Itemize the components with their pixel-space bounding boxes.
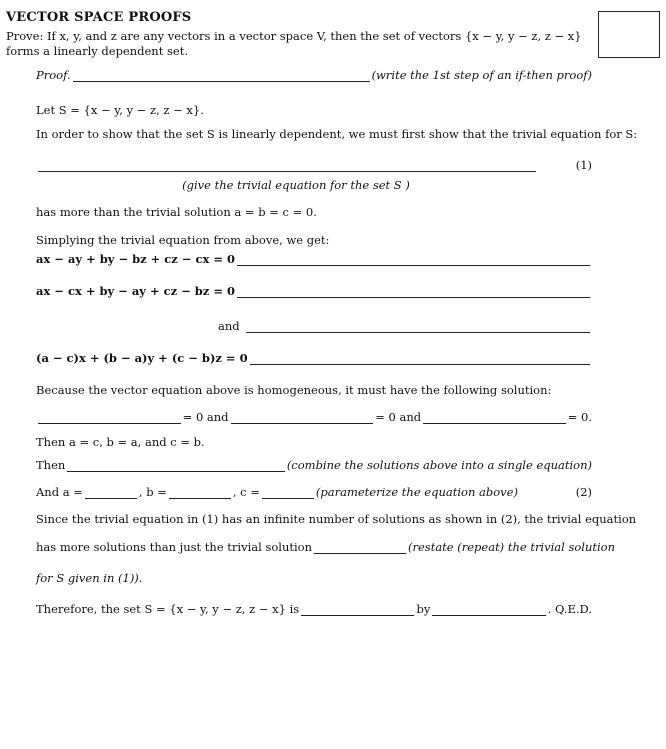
conclusion-blank-1[interactable] bbox=[301, 603, 414, 616]
b-label: , b = bbox=[138, 485, 167, 499]
let-line: Let S = {x − y, y − z, z − x}. bbox=[36, 103, 204, 117]
then-values-line: Then a = c, b = a, and c = b. bbox=[36, 435, 205, 449]
page-title: VECTOR SPACE PROOFS bbox=[6, 10, 192, 25]
therefore-text: Therefore, the set S = {x − y, y − z, z − x} is bbox=[36, 602, 300, 616]
score-box bbox=[598, 11, 660, 58]
conclusion-blank-2[interactable] bbox=[432, 603, 545, 616]
trivial-hint: (give the trivial equation for the set S ) bbox=[182, 178, 410, 192]
c-label: , c = bbox=[232, 485, 260, 499]
expansion-2: ax − cx + by − ay + cz − bz = 0 bbox=[36, 284, 235, 298]
solution-row bbox=[36, 410, 592, 424]
proof-first-step-blank[interactable] bbox=[73, 69, 370, 82]
equation2-number: (2) bbox=[575, 485, 592, 499]
solution-eq-1: = 0 and bbox=[182, 410, 229, 424]
then-word: Then bbox=[36, 458, 66, 472]
restate-blank[interactable] bbox=[314, 541, 406, 554]
has-more-solutions: has more solutions than just the trivial solution bbox=[36, 540, 312, 554]
solution-blank-1[interactable] bbox=[38, 411, 181, 424]
has-more-line: has more than the trivial solution a = b = c = 0. bbox=[36, 205, 317, 219]
conclusion-row bbox=[36, 602, 592, 616]
problem-statement: Prove: If x, y, and z are any vectors in a vector space V, then the set of vectors {x − y, y − z, z − x} forms a linearly dependent set. bbox=[6, 29, 582, 58]
and-row bbox=[218, 319, 592, 333]
solution-eq-3: = 0. bbox=[567, 410, 593, 424]
expansion-1-blank[interactable] bbox=[237, 253, 590, 266]
since-line: Since the trivial equation in (1) has an infinite number of solutions as shown in (2), the trivial equation bbox=[36, 512, 637, 526]
a-blank[interactable] bbox=[85, 486, 137, 499]
proof-row bbox=[36, 68, 592, 82]
parameterize-row bbox=[36, 485, 592, 499]
restate-hint: (restate (repeat) the trivial solution bbox=[408, 540, 616, 554]
proof-label: Proof. bbox=[36, 68, 71, 82]
solution-blank-3[interactable] bbox=[423, 411, 566, 424]
and-word: and bbox=[218, 319, 240, 333]
combine-blank[interactable] bbox=[67, 459, 285, 472]
factored-equation: (a − c)x + (b − a)y + (c − b)z = 0 bbox=[36, 351, 248, 365]
expansion-1: ax − ay + by − bz + cz − cx = 0 bbox=[36, 252, 235, 266]
parameterize-hint: (parameterize the equation above) bbox=[315, 485, 518, 499]
expansion-2-blank[interactable] bbox=[237, 285, 590, 298]
simplify-line: Simplying the trivial equation from above, we get: bbox=[36, 233, 330, 247]
solution-blank-2[interactable] bbox=[231, 411, 374, 424]
expansion-row-2 bbox=[36, 284, 592, 298]
for-s-line: for S given in (1)). bbox=[36, 571, 143, 585]
solution-eq-2: = 0 and bbox=[375, 410, 422, 424]
combine-row bbox=[36, 458, 592, 472]
because-line: Because the vector equation above is homogeneous, it must have the following solution: bbox=[36, 383, 552, 397]
qed: . Q.E.D. bbox=[547, 602, 592, 616]
proof-hint: (write the 1st step of an if-then proof) bbox=[371, 68, 592, 82]
c-blank[interactable] bbox=[262, 486, 314, 499]
trivial-equation-blank[interactable] bbox=[38, 159, 536, 172]
order-line: In order to show that the set S is linearly dependent, we must first show that the trivial equation for S: bbox=[36, 127, 638, 141]
expansion-row-1 bbox=[36, 252, 592, 266]
equation1-row bbox=[36, 158, 592, 172]
combine-hint: (combine the solutions above into a single equation) bbox=[286, 458, 592, 472]
and-a-label: And a = bbox=[36, 485, 83, 499]
equation1-number: (1) bbox=[575, 158, 592, 172]
by-word: by bbox=[416, 602, 431, 616]
factored-row bbox=[36, 351, 592, 365]
b-blank[interactable] bbox=[169, 486, 231, 499]
restate-row bbox=[36, 540, 616, 554]
factored-blank[interactable] bbox=[250, 352, 590, 365]
and-blank[interactable] bbox=[246, 320, 590, 333]
